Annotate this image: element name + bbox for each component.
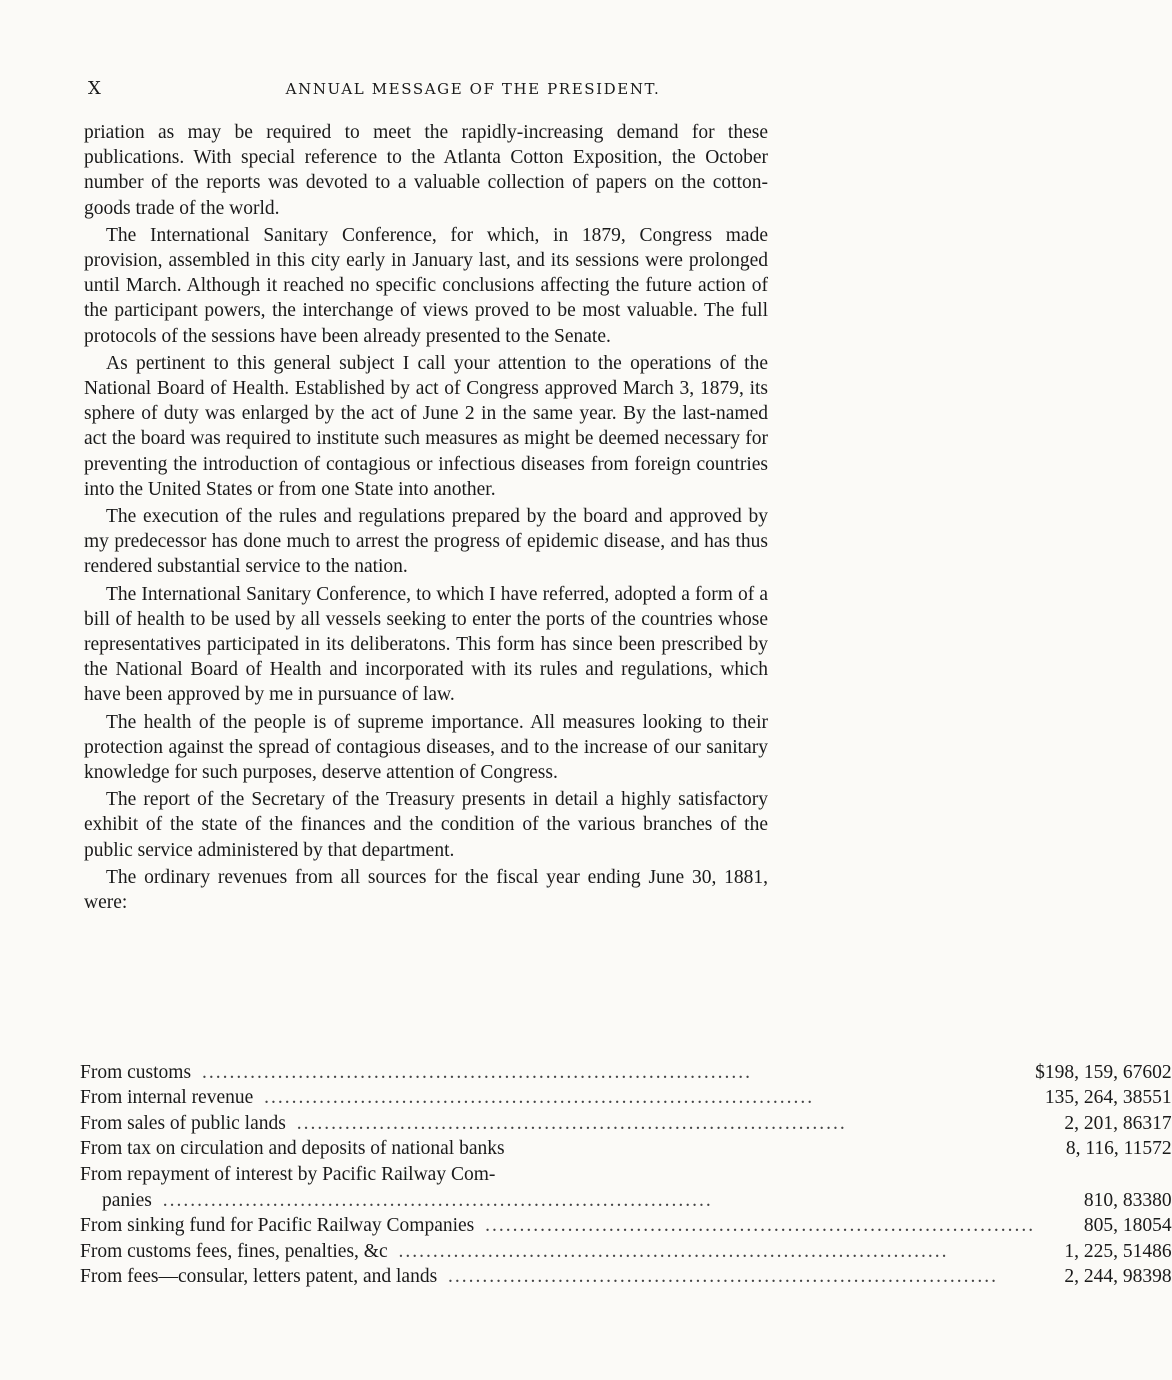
revenue-cents: 98 [1152, 1266, 1172, 1288]
revenue-label: From customs [80, 1062, 195, 1083]
leader-dots: ................................................................................ [478, 1215, 1036, 1237]
revenue-cents: 72 [1152, 1138, 1172, 1160]
table-row [80, 1135, 1172, 1161]
revenue-dollars: 2, 244, 983 [1064, 1266, 1153, 1288]
revenue-table [80, 1058, 1172, 1288]
revenue-label: From tax on circulation and deposits of national banks [80, 1138, 509, 1159]
leader-dots: ................................................................................ [289, 1112, 847, 1134]
revenue-label: From fees—consular, letters patent, and lands [80, 1266, 441, 1287]
revenue-label: From sinking fund for Pacific Railway Companies [80, 1215, 478, 1236]
leader-dots: ................................................................................ [391, 1240, 949, 1262]
page-header [88, 78, 768, 102]
table-row [80, 1263, 1172, 1289]
table-row [80, 1084, 1172, 1110]
revenue-label: From repayment of interest by Pacific Railway Com- [80, 1164, 499, 1185]
running-title: ANNUAL MESSAGE OF THE PRESIDENT. [285, 80, 661, 98]
revenue-label: From internal revenue [80, 1087, 257, 1108]
revenue-dollars: 135, 264, 385 [1044, 1087, 1153, 1109]
revenue-dollars: 2, 201, 863 [1064, 1112, 1153, 1134]
table-row [80, 1212, 1172, 1238]
paragraph: The International Sanitary Conference, for which, in 1879, Congress made provision, assembled in this city early in January last, and its sessions were prolonged until March. Although it reached no specific conclusions affecting the future action of the participant powers, the interchange of views proved to be most valuable. The full protocols of the sessions have been already presented to the Senate. [84, 224, 768, 347]
revenue-cents: 80 [1152, 1189, 1172, 1211]
leader-dots: ................................................................................ [195, 1061, 752, 1083]
paragraph: The report of the Secretary of the Treasury presents in detail a highly satisfactory exhibit of the state of the finances and the condition of the various branches of the public service administered by that department. [84, 789, 768, 861]
leader-dots: ................................................................................ [257, 1087, 815, 1109]
revenue-cents: 54 [1152, 1215, 1172, 1237]
revenue-label: panies [102, 1190, 156, 1211]
revenue-cents: 51 [1152, 1087, 1172, 1109]
revenue-cents: 86 [1152, 1240, 1172, 1262]
paragraph: The ordinary revenues from all sources for the fiscal year ending June 30, 1881, were: [84, 866, 768, 914]
revenue-label: From customs fees, fines, penalties, &c [80, 1241, 392, 1262]
leader-dots: ................................................................................ [441, 1266, 999, 1288]
revenue-cents: 17 [1152, 1112, 1172, 1134]
revenue-label: From sales of public lands [80, 1113, 290, 1134]
revenue-cents [1152, 1160, 1172, 1186]
leader-dots: ................................................................................ [155, 1189, 713, 1211]
revenue-dollars: $198, 159, 676 [1035, 1061, 1153, 1083]
paragraph: priation as may be required to meet the rapidly-increasing demand for these publications. With special reference to the Atlanta Cotton Exposition, the October number of the reports was devoted to a valuable collection of papers on the cotton-goods trade of the world. [84, 122, 768, 219]
paragraph: As pertinent to this general subject I call your attention to the operations of the National Board of Health. Established by act of Congress approved March 3, 1879, its sphere of duty was enlarged by the act of June 2 in the same year. By the last-named act the board was required to institute such measures as might be deemed necessary for preventing the introduction of contagious or infectious diseases from foreign countries into the United States or from one State into another. [84, 352, 768, 500]
table-row [80, 1237, 1172, 1263]
paragraph: The International Sanitary Conference, to which I have referred, adopted a form of a bill of health to be used by all vessels seeking to enter the ports of the countries whose representatives participated in its deliberatons. This form has since been prescribed by the National Board of Health and incorporated with its rules and regulations, which have been approved by me in pursuance of law. [84, 583, 768, 706]
body-text [84, 120, 768, 917]
revenue-dollars: 805, 180 [1083, 1215, 1153, 1237]
table-row [80, 1058, 1172, 1084]
paragraph: The health of the people is of supreme importance. All measures looking to their protection against the spread of contagious diseases, and to the increase of our sanitary knowledge for such purposes, deserve attention of Congress. [84, 711, 768, 784]
table-row [80, 1160, 1172, 1186]
paragraph: The execution of the rules and regulations prepared by the board and approved by my predecessor has done much to arrest the progress of epidemic disease, and has thus rendered substantial service to the nation. [84, 506, 768, 578]
table-row [80, 1186, 1172, 1212]
revenue-dollars: 8, 116, 115 [1065, 1138, 1153, 1160]
page-number: X [88, 78, 101, 99]
revenue-dollars: 810, 833 [1083, 1189, 1153, 1211]
revenue-dollars [1035, 1160, 1152, 1186]
revenue-cents: 02 [1152, 1061, 1172, 1083]
table-row [80, 1109, 1172, 1135]
revenue-dollars: 1, 225, 514 [1064, 1240, 1153, 1262]
